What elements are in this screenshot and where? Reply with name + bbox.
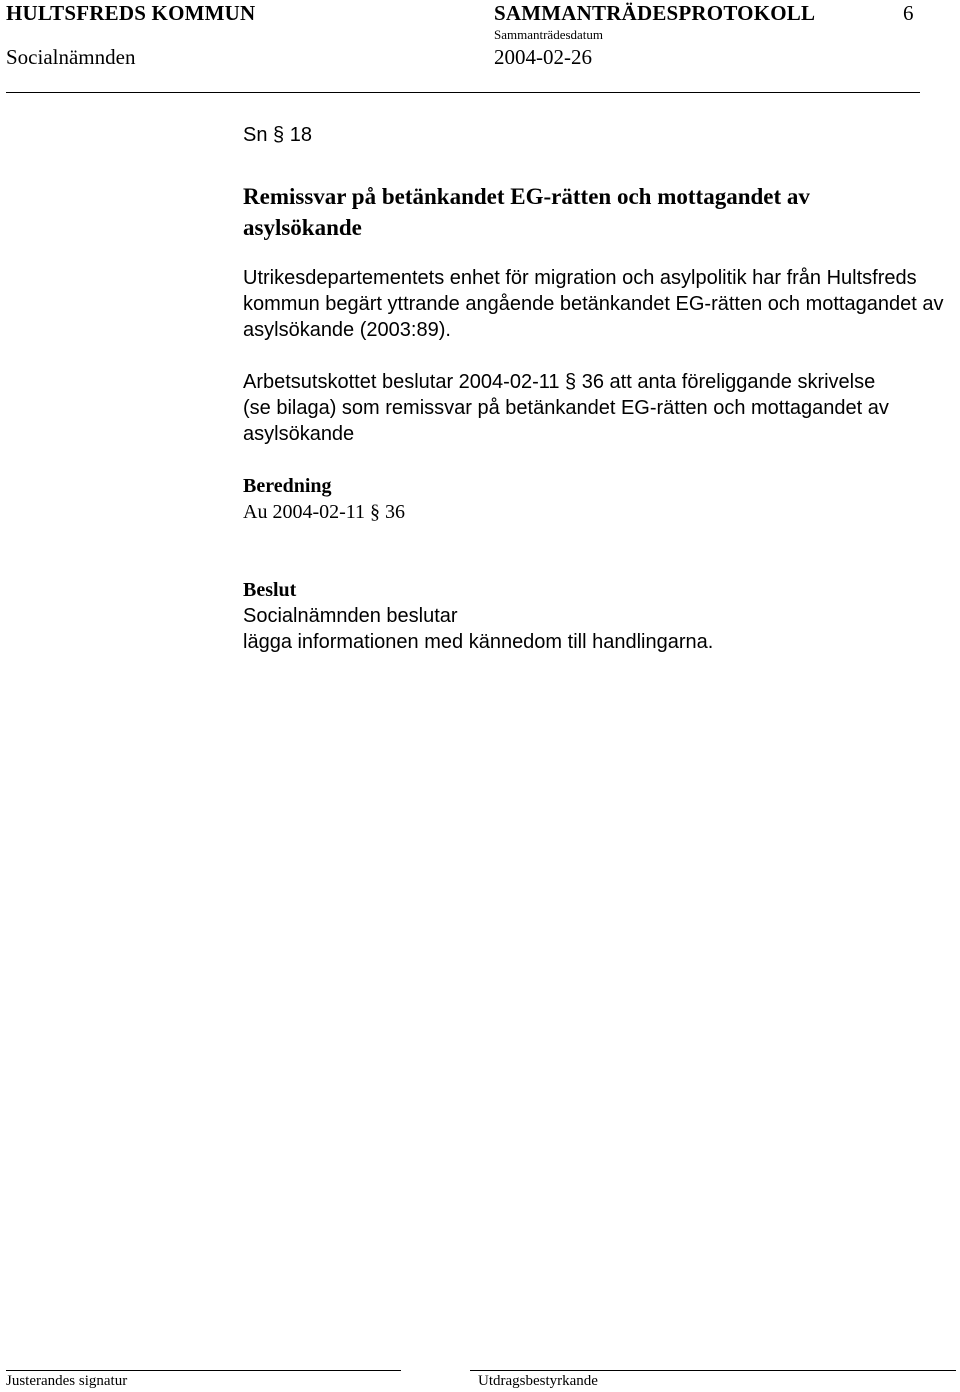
paragraph-line: (se bilaga) som remissvar på betänkandet EG-rätten och mottagandet av: [243, 397, 889, 419]
page-number: 6: [903, 1, 914, 25]
committee-name: Socialnämnden: [6, 45, 136, 69]
section-title-line: Remissvar på betänkandet EG-rätten och mottagandet av: [243, 184, 810, 209]
signature-label: Justerandes signatur: [6, 1373, 128, 1389]
paragraph-line: Arbetsutskottet beslutar 2004-02-11 § 36 att anta föreliggande skrivelse: [243, 371, 876, 393]
meeting-date: 2004-02-26: [494, 45, 592, 69]
extract-certification-label: Utdragsbestyrkande: [478, 1373, 598, 1389]
paragraph-line: asylsökande: [243, 423, 355, 445]
paragraph-line: kommun begärt yttrande angående betänkandet EG-rätten och mottagandet av: [243, 293, 944, 315]
paragraph-background: [243, 265, 943, 343]
beslut-line: Socialnämnden beslutar: [243, 605, 458, 627]
header-divider: [6, 92, 920, 93]
section-title-line: asylsökande: [243, 215, 362, 240]
beredning-reference: Au 2004-02-11 § 36: [243, 501, 406, 523]
beslut-line: lägga informationen med kännedom till handlingarna.: [243, 631, 714, 653]
beslut-text: [243, 603, 943, 655]
extract-certification-line: [470, 1370, 956, 1371]
paragraph-committee-decision: [243, 369, 943, 447]
meeting-date-label: Sammanträdesdatum: [494, 27, 604, 42]
paragraph-line: Utrikesdepartementets enhet för migration och asylpolitik har från Hultsfreds: [243, 267, 917, 289]
signature-line: [6, 1370, 401, 1371]
section-reference: Sn § 18: [243, 124, 312, 146]
paragraph-line: asylsökande (2003:89).: [243, 319, 451, 341]
section-title: [243, 181, 943, 243]
beslut-heading: Beslut: [243, 579, 297, 601]
document-type: SAMMANTRÄDESPROTOKOLL: [494, 1, 816, 25]
beredning-heading: Beredning: [243, 475, 332, 497]
organization-name: HULTSFREDS KOMMUN: [6, 1, 256, 25]
